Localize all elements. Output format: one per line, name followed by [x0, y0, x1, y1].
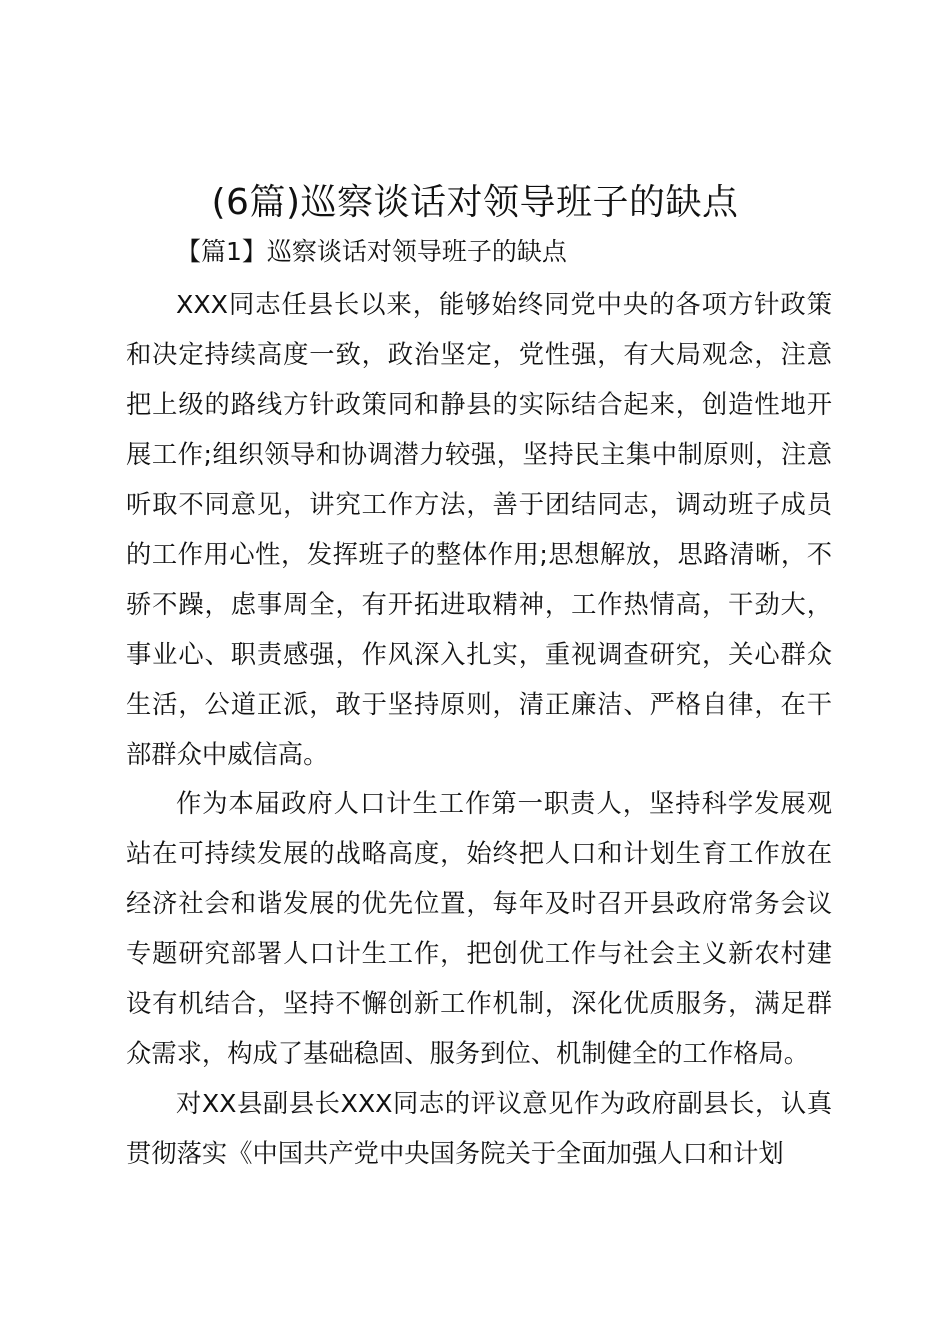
document-title: (6篇)巡察谈话对领导班子的缺点: [211, 182, 739, 223]
paragraph-2: 作为本届政府人口计生工作第一职责人，坚持科学发展观站在可持续发展的战略高度，始终把人口和计划生育工作放在经济社会和谐发展的优先位置，每年及时召开县政府常务会议专题研究部署人口计生工作，把创优工作与社会主义新农村建设有机结合，坚持不懈创新工作机制，深化优质服务，满足群众需求，构成了基础稳固、服务到位、机制健全的工作格局。: [126, 789, 832, 1068]
paragraph-1: XXX同志任县长以来，能够始终同党中央的各项方针政策和决定持续高度一致，政治坚定，党性强，有大局观念，注意把上级的路线方针政策同和静县的实际结合起来，创造性地开展工作;组织领导和协调潜力较强，坚持民主集中制原则，注意听取不同意见，讲究工作方法，善于团结同志，调动班子成员的工作用心性，发挥班子的整体作用;思想解放，思路清晰，不骄不躁，虑事周全，有开拓进取精神，工作热情高，干劲大，事业心、职责感强，作风深入扎实，重视调查研究，关心群众生活，公道正派，敢于坚持原则，清正廉洁、严格自律，在干部群众中威信高。: [126, 290, 832, 769]
paragraph-3: 对XX县副县长XXX同志的评议意见作为政府副县长，认真贯彻落实《中国共产党中央国务院关于全面加强人口和计划: [126, 1089, 832, 1168]
section-heading: 【篇1】巡察谈话对领导班子的缺点: [176, 237, 567, 266]
